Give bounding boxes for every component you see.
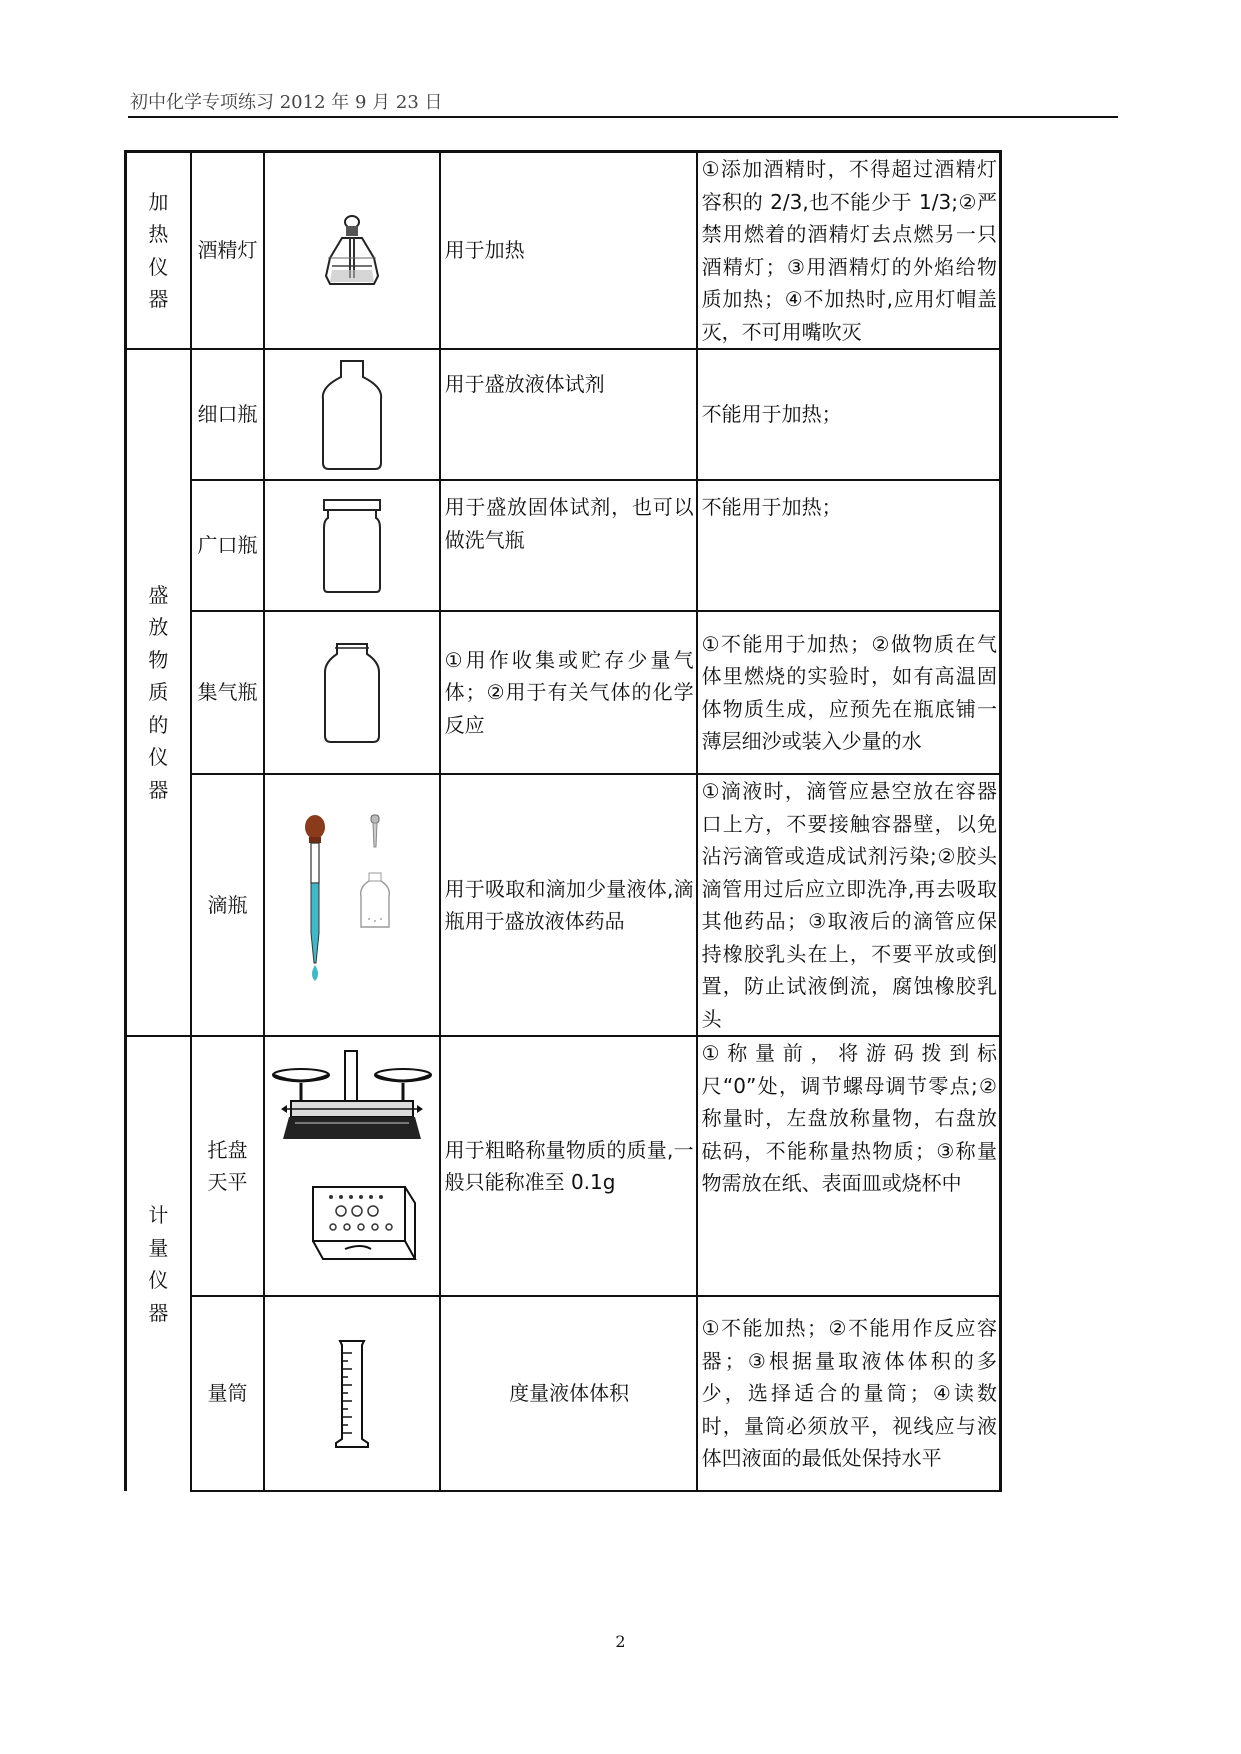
table-row (126, 611, 1001, 774)
note-cell (697, 774, 1001, 1036)
instrument-name: 细口瓶 (197, 402, 258, 427)
narrow-mouth-bottle-icon (319, 359, 385, 471)
use-cell (440, 611, 697, 774)
category-label: 计量仪器 (148, 1203, 169, 1325)
image-cell (264, 1036, 439, 1296)
gas-jar-icon (323, 642, 381, 744)
table-row (126, 349, 1001, 480)
header-title: 初中化学专项练习 2012 年 9 月 23 日 (130, 92, 443, 113)
use-text: 用于盛放固体试剂，也可以做洗气瓶 (444, 495, 694, 552)
use-text: 用于粗略称量物质的质量,一般只能称准至 0.1g (444, 1137, 694, 1194)
instrument-name: 滴瓶 (207, 892, 248, 917)
note-text: ①不能用于加热；②做物质在气体里燃烧的实验时，如有高温固体物质生成，应预先在瓶底铺一薄层细沙或装入少量的水 (701, 631, 997, 753)
instrument-name: 广口瓶 (197, 533, 258, 558)
table-row (126, 152, 1001, 350)
name-cell (191, 774, 264, 1036)
note-cell (697, 349, 1001, 480)
apparatus-table (124, 150, 1002, 1492)
use-text: 用于加热 (444, 238, 525, 263)
use-text: 度量液体体积 (509, 1381, 630, 1406)
graduated-cylinder-icon (334, 1339, 370, 1449)
instrument-name: 托盘天平 (207, 1137, 248, 1194)
table-row (126, 774, 1001, 1036)
image-cell (264, 774, 439, 1036)
alcohol-lamp-icon (322, 214, 382, 288)
balance-and-weights-icon (271, 1047, 433, 1285)
use-cell (440, 774, 697, 1036)
table-row (126, 1036, 1001, 1296)
image-cell (264, 480, 439, 611)
page-number: 2 (615, 1632, 626, 1651)
use-cell (440, 1296, 697, 1491)
name-cell (191, 611, 264, 774)
page-header (128, 84, 1118, 118)
instrument-name: 酒精灯 (197, 238, 258, 263)
note-cell (697, 1036, 1001, 1296)
instrument-name: 集气瓶 (197, 680, 258, 705)
category-label: 加热仪器 (148, 189, 169, 311)
use-cell (440, 1036, 697, 1296)
note-cell (697, 480, 1001, 611)
category-cell (126, 349, 191, 1036)
note-text: 不能用于加热； (701, 495, 842, 519)
note-text: ①称量前，将游码拨到标尺“0”处，调节螺母调节零点;②称量时，左盘放称量物，右盘放砝码，不能称量热物质；③称量物需放在纸、表面皿或烧杯中 (701, 1041, 997, 1195)
wide-mouth-bottle-icon (320, 498, 384, 594)
name-cell (191, 480, 264, 611)
image-cell (264, 152, 439, 350)
category-cell (126, 152, 191, 350)
category-label: 盛放物质的仪器 (148, 582, 169, 802)
category-cell (126, 1036, 191, 1491)
use-cell (440, 349, 697, 480)
name-cell (191, 152, 264, 350)
use-text: 用于盛放液体试剂 (444, 372, 605, 396)
image-cell (264, 349, 439, 480)
image-cell (264, 1296, 439, 1491)
table-row (126, 480, 1001, 611)
use-cell (440, 152, 697, 350)
note-cell (697, 152, 1001, 350)
note-text: ①不能加热；②不能用作反应容器；③根据量取液体体积的多少，选择适合的量筒；④读数时，量筒必须放平，视线应与液体凹液面的最低处保持水平 (701, 1316, 997, 1471)
image-cell (264, 611, 439, 774)
note-text: 不能用于加热； (701, 402, 842, 427)
name-cell (191, 1296, 264, 1491)
use-cell (440, 480, 697, 611)
use-text: 用于吸取和滴加少量液体,滴瓶用于盛放液体药品 (444, 876, 694, 933)
table-row (126, 1296, 1001, 1491)
name-cell (191, 349, 264, 480)
instrument-name: 量筒 (207, 1381, 248, 1406)
dropper-and-dropping-bottle-icon (297, 813, 407, 997)
note-text: ①滴液时，滴管应悬空放在容器口上方，不要接触容器壁，以免沾污滴管或造成试剂污染;②胶头滴管用过后应立即洗净,再去吸取其他药品；③取液后的滴管应保持橡胶乳头在上，不要平放或倒置，防止试液倒流，腐蚀橡胶乳头 (701, 779, 997, 1031)
note-cell (697, 611, 1001, 774)
note-text: ①添加酒精时，不得超过酒精灯容积的 2/3,也不能少于 1/3;②严禁用燃着的酒精灯去点燃另一只酒精灯；③用酒精灯的外焰给物质加热；④不加热时,应用灯帽盖灭，不可用嘴吹灭 (701, 157, 997, 344)
note-cell (697, 1296, 1001, 1491)
use-text: ①用作收集或贮存少量气体；②用于有关气体的化学反应 (444, 647, 694, 737)
name-cell (191, 1036, 264, 1296)
